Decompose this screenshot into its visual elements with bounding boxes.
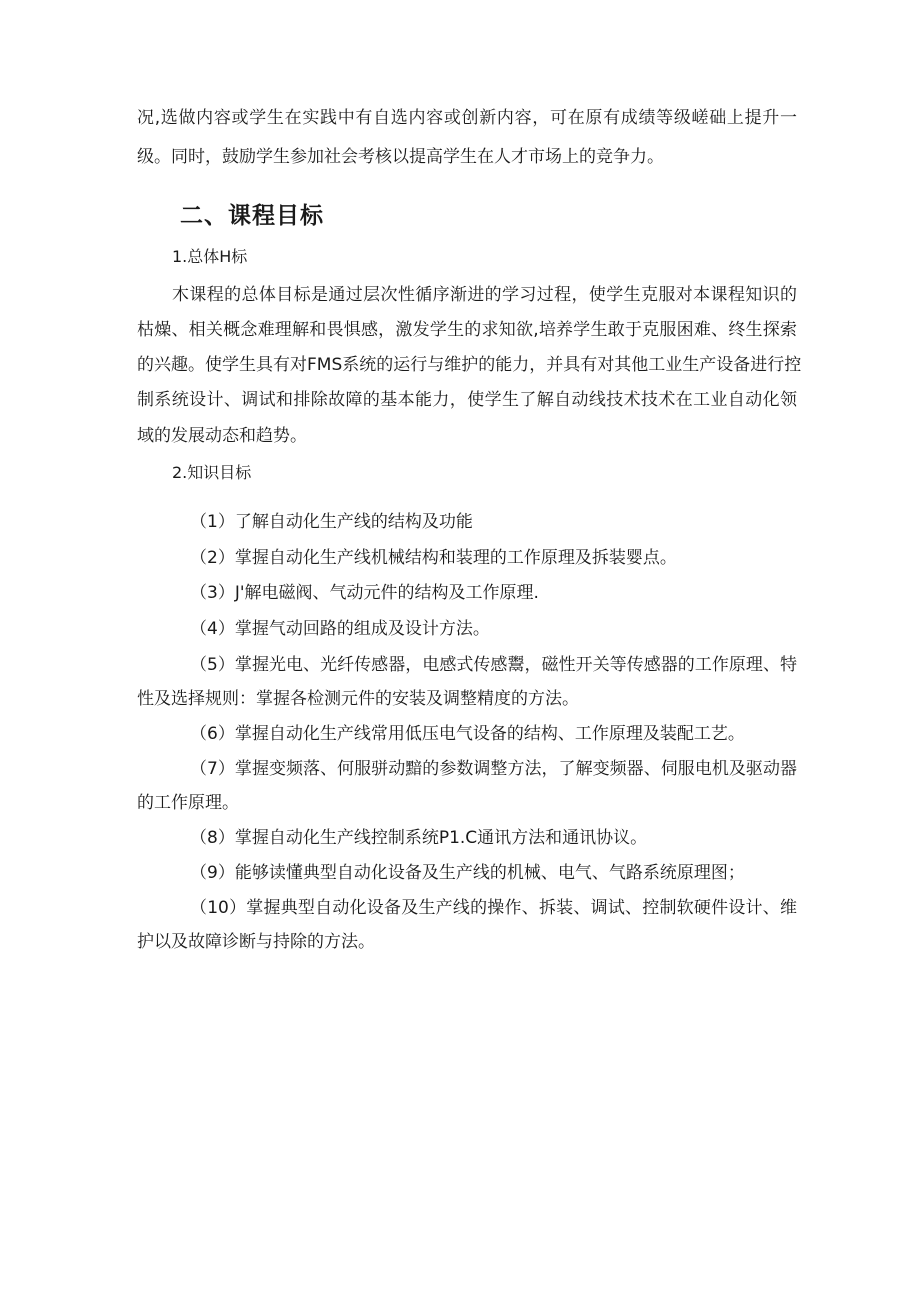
- overall-line-4: 制系统设计、调试和排除故障的基本能力，使学生了解自动线技术技术在工业自动化领: [137, 390, 797, 410]
- intro-line-1: 况,选做内容或学生在实践中有自选内容或创新内容，可在原有成绩等级嵯础上提升一: [137, 108, 797, 128]
- knowledge-item-5: （5）掌握光电、光纤传感器，电感式传感鬻，磁性开关等传感器的工作原理、特: [190, 655, 797, 675]
- knowledge-item-10: （10）掌握典型自动化设备及生产线的操作、拆装、调试、控制软硬件设计、维: [190, 898, 797, 918]
- knowledge-item-10-cont: 护以及故障诊断与持除的方法。: [137, 932, 375, 952]
- knowledge-item-9: （9）能够读懂典型自动化设备及生产线的机械、电气、气路系统原理图；: [190, 863, 745, 883]
- knowledge-item-7-cont: 的工作原理。: [137, 793, 239, 813]
- section-title: 二、课程目标: [180, 203, 324, 229]
- knowledge-item-1: （1）了解自动化生产线的结构及功能: [190, 512, 473, 532]
- knowledge-item-6: （6）掌握自动化生产线常用低压电气设备的结构、工作原理及装配工艺。: [190, 724, 745, 744]
- overall-goal-heading: 1.总体H标: [172, 247, 248, 266]
- knowledge-item-3: （3）J'解电磁阀、气动元件的结构及工作原理.: [190, 583, 539, 603]
- overall-line-3: 的兴趣。使学生具有对FMS系统的运行与维护的能力，并具有对其他工业生产设备进行控: [137, 355, 802, 375]
- overall-line-2: 枯燥、相关概念难理解和畏惧感，激发学生的求知欲,培养学生敢于克服困难、终生探索: [137, 320, 797, 340]
- knowledge-goal-heading: 2.知识目标: [172, 463, 252, 482]
- overall-line-1: 木课程的总体目标是通过层次性循序渐进的学习过程，使学生克服对本课程知识的: [172, 285, 797, 305]
- knowledge-item-7: （7）掌握变频落、何服骈动黯的参数调整方法，了解变频器、伺服电机及驱动器: [190, 759, 797, 779]
- knowledge-item-2: （2）掌握自动化生产线机械结构和装理的工作原理及拆装婴点。: [190, 548, 677, 568]
- overall-line-5: 域的发展动态和趋势。: [137, 426, 307, 446]
- knowledge-item-4: （4）掌握气动回路的组成及设计方法。: [190, 619, 490, 639]
- knowledge-item-8: （8）掌握自动化生产线控制系统P1.C通讯方法和通讯协议。: [190, 828, 648, 848]
- knowledge-item-5-cont: 性及选择规则：掌握各检测元件的安装及调整精度的方法。: [137, 689, 579, 709]
- intro-line-2: 级。同时，鼓励学生参加社会考核以提高学生在人才市场上的竞争力。: [137, 147, 664, 167]
